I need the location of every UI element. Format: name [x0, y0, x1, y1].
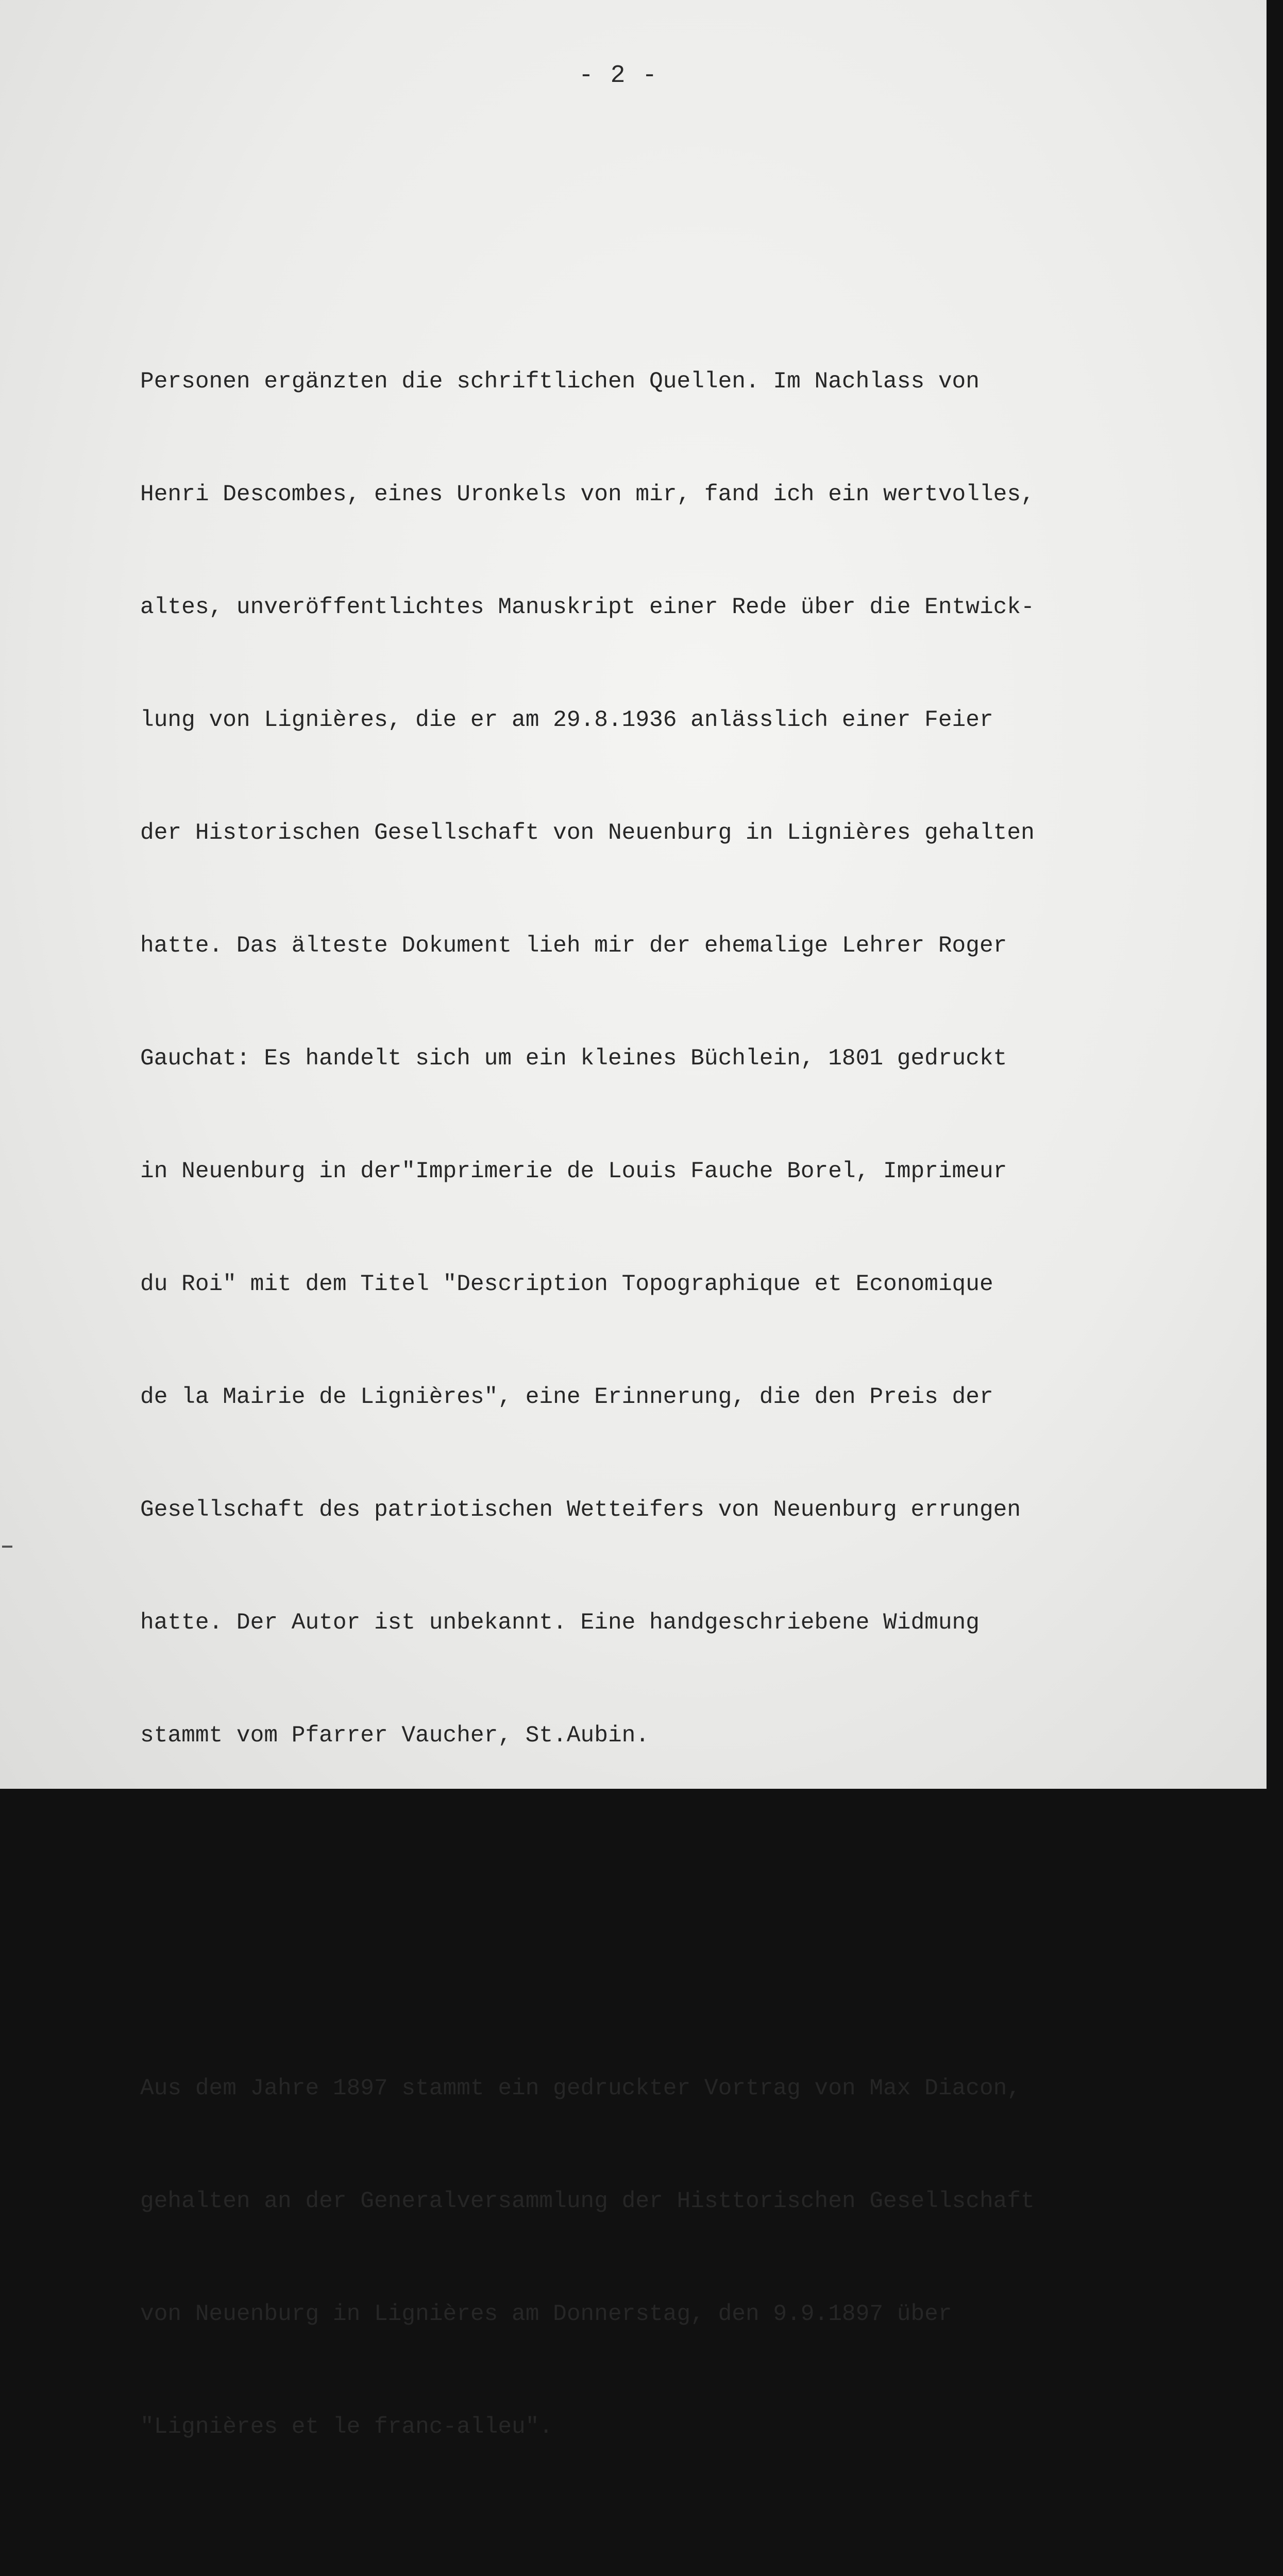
text-line: Personen ergänzten die schriftlichen Quellen. Im Nachlass von	[140, 369, 980, 395]
text-line: in Neuenburg in der"Imprimerie de Louis Fauche Borel, Imprimeur	[140, 1159, 1007, 1184]
text-line: lung von Lignières, die er am 29.8.1936 anlässlich einer Feier	[140, 707, 993, 733]
paragraph-diacon-lecture	[140, 1995, 1269, 2521]
text-line: der Historischen Gesellschaft von Neuenburg in Lignières gehalten	[140, 820, 1035, 846]
text-line: Aus dem Jahre 1897 stammt ein gedruckter Vortrag von Max Diacon,	[140, 2076, 1021, 2102]
text-line: hatte. Der Autor ist unbekannt. Eine handgeschriebene Widmung	[140, 1610, 980, 1636]
text-line: "Lignières et le franc-alleu".	[140, 2414, 553, 2440]
margin-mark	[2, 1546, 12, 1548]
text-line: Henri Descombes, eines Uronkels von mir, fand ich ein wertvolles,	[140, 482, 1035, 507]
page-number: - 2 -	[578, 62, 659, 90]
text-line: von Neuenburg in Lignières am Donnerstag, den 9.9.1897 über	[140, 2301, 952, 2327]
text-line: gehalten an der Generalversammlung der Histtorischen Gesellschaft	[140, 2189, 1035, 2214]
text-line: altes, unveröffentlichtes Manuskript einer Rede über die Entwick-	[140, 595, 1035, 620]
text-line: Gauchat: Es handelt sich um ein kleines Büchlein, 1801 gedruckt	[140, 1046, 1007, 1072]
text-line: hatte. Das älteste Dokument lieh mir der ehemalige Lehrer Roger	[140, 933, 1007, 959]
text-line: du Roi" mit dem Titel "Description Topographique et Economique	[140, 1272, 993, 1297]
paragraph-sources-intro	[140, 288, 1269, 1830]
text-line: stammt vom Pfarrer Vaucher, St.Aubin.	[140, 1723, 650, 1749]
text-line: de la Mairie de Lignières", eine Erinnerung, die den Preis der	[140, 1384, 993, 1410]
document-body	[140, 175, 1269, 2576]
text-line: Gesellschaft des patriotischen Wetteifers von Neuenburg errungen	[140, 1497, 1021, 1523]
